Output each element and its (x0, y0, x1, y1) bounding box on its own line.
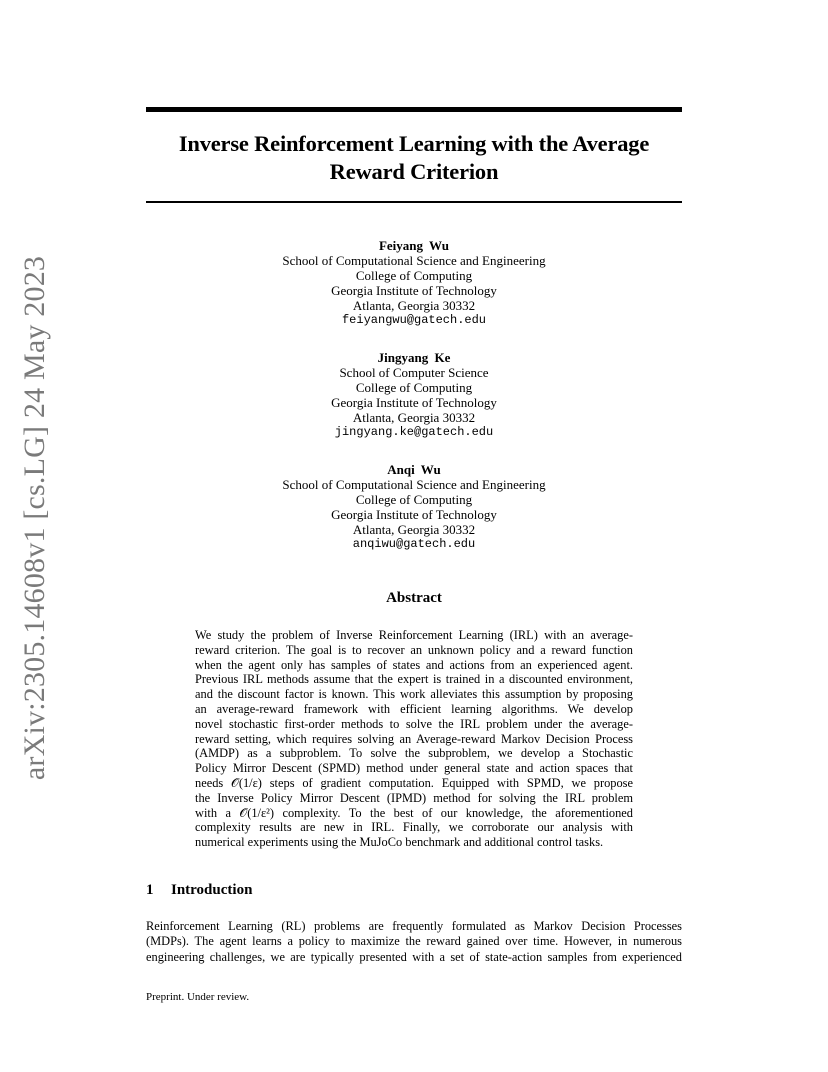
abstract-line: reward setting, which requires solving an Average-reward Markov Decision Process (195, 731, 633, 746)
abstract-line: reward criterion. The goal is to recover an unknown policy and a reward function (195, 642, 633, 657)
section-title: Introduction (171, 882, 253, 898)
intro-line: (MDPs). The agent learns a policy to maximize the reward gained over time. However, in numerous (146, 934, 682, 949)
author-block-3 (146, 462, 682, 552)
preprint-footer: Preprint. Under review. (146, 991, 250, 1003)
abstract-line: when the agent only has samples of states and actions from an experienced agent. (195, 657, 633, 672)
introduction-body (146, 919, 682, 965)
abstract-body (195, 628, 633, 850)
author-affiliation: School of Computational Science and Engineering (282, 477, 546, 492)
author-affiliation: School of Computational Science and Engineering (282, 253, 546, 268)
intro-line: Reinforcement Learning (RL) problems are frequently formulated as Markov Decision Processes (146, 919, 682, 933)
author-affiliation: Georgia Institute of Technology (331, 283, 497, 298)
author-affiliation: Atlanta, Georgia 30332 (352, 410, 476, 425)
author-name: Jingyang Ke (377, 350, 451, 365)
abstract-line: the Inverse Policy Mirror Descent (IPMD) method for solving the IRL problem (195, 790, 633, 805)
abstract-line: an average-reward framework with efficient learning algorithms. We develop (195, 701, 633, 716)
author-affiliation: College of Computing (355, 492, 473, 507)
author-affiliation: College of Computing (355, 268, 473, 283)
section-number: 1 (146, 882, 154, 898)
author-affiliation: Georgia Institute of Technology (331, 395, 497, 410)
section-heading (146, 882, 252, 899)
author-affiliation: Georgia Institute of Technology (331, 507, 497, 522)
author-block-2 (146, 350, 682, 440)
abstract-line: with a 𝒪(1/ε²) complexity. To the best of our knowledge, the aforementioned (195, 805, 633, 820)
author-email[interactable]: jingyang.ke@gatech.edu (334, 425, 494, 439)
author-email[interactable]: feiyangwu@gatech.edu (341, 313, 487, 327)
abstract-line: and the discount factor is known. This work alleviates this assumption by proposing (195, 687, 633, 702)
author-email[interactable]: anqiwu@gatech.edu (352, 537, 476, 551)
abstract-line: We study the problem of Inverse Reinforcement Learning (IRL) with an average- (195, 628, 633, 642)
title-line: Inverse Reinforcement Learning with the Average (178, 131, 650, 156)
abstract-line: needs 𝒪(1/ε) steps of gradient computation. Equipped with SPMD, we propose (195, 775, 633, 790)
author-block-1 (146, 238, 682, 328)
intro-line: engineering challenges, we are typically presented with a set of state-action samples from experienced (146, 949, 682, 964)
title-rule-top (146, 107, 682, 112)
abstract-line: (AMDP) as a subproblem. To solve the subproblem, we develop a Stochastic (195, 746, 633, 761)
abstract-line: Previous IRL methods assume that the expert is trained in a discounted environment, (195, 672, 633, 687)
abstract-line: Policy Mirror Descent (SPMD) method under general state and action spaces that (195, 761, 633, 776)
arxiv-stamp-text: arXiv:2305.14608v1 [cs.LG] 24 May 2023 (18, 255, 51, 781)
title-rule-bottom (146, 201, 682, 203)
author-affiliation: School of Computer Science (339, 365, 489, 380)
paper-title (146, 130, 682, 186)
abstract-line: numerical experiments using the MuJoCo benchmark and additional control tasks. (195, 835, 604, 850)
abstract-heading: Abstract (386, 590, 442, 606)
abstract-line: complexity results are new in IRL. Finally, we corroborate our analysis with (195, 820, 633, 835)
author-affiliation: Atlanta, Georgia 30332 (352, 522, 476, 537)
abstract-line: novel stochastic first-order methods to solve the IRL problem under the average- (195, 716, 633, 731)
author-name: Anqi Wu (387, 462, 441, 477)
author-name: Feiyang Wu (378, 238, 450, 253)
title-line: Reward Criterion (329, 159, 499, 184)
author-affiliation: College of Computing (355, 380, 473, 395)
author-affiliation: Atlanta, Georgia 30332 (352, 298, 476, 313)
